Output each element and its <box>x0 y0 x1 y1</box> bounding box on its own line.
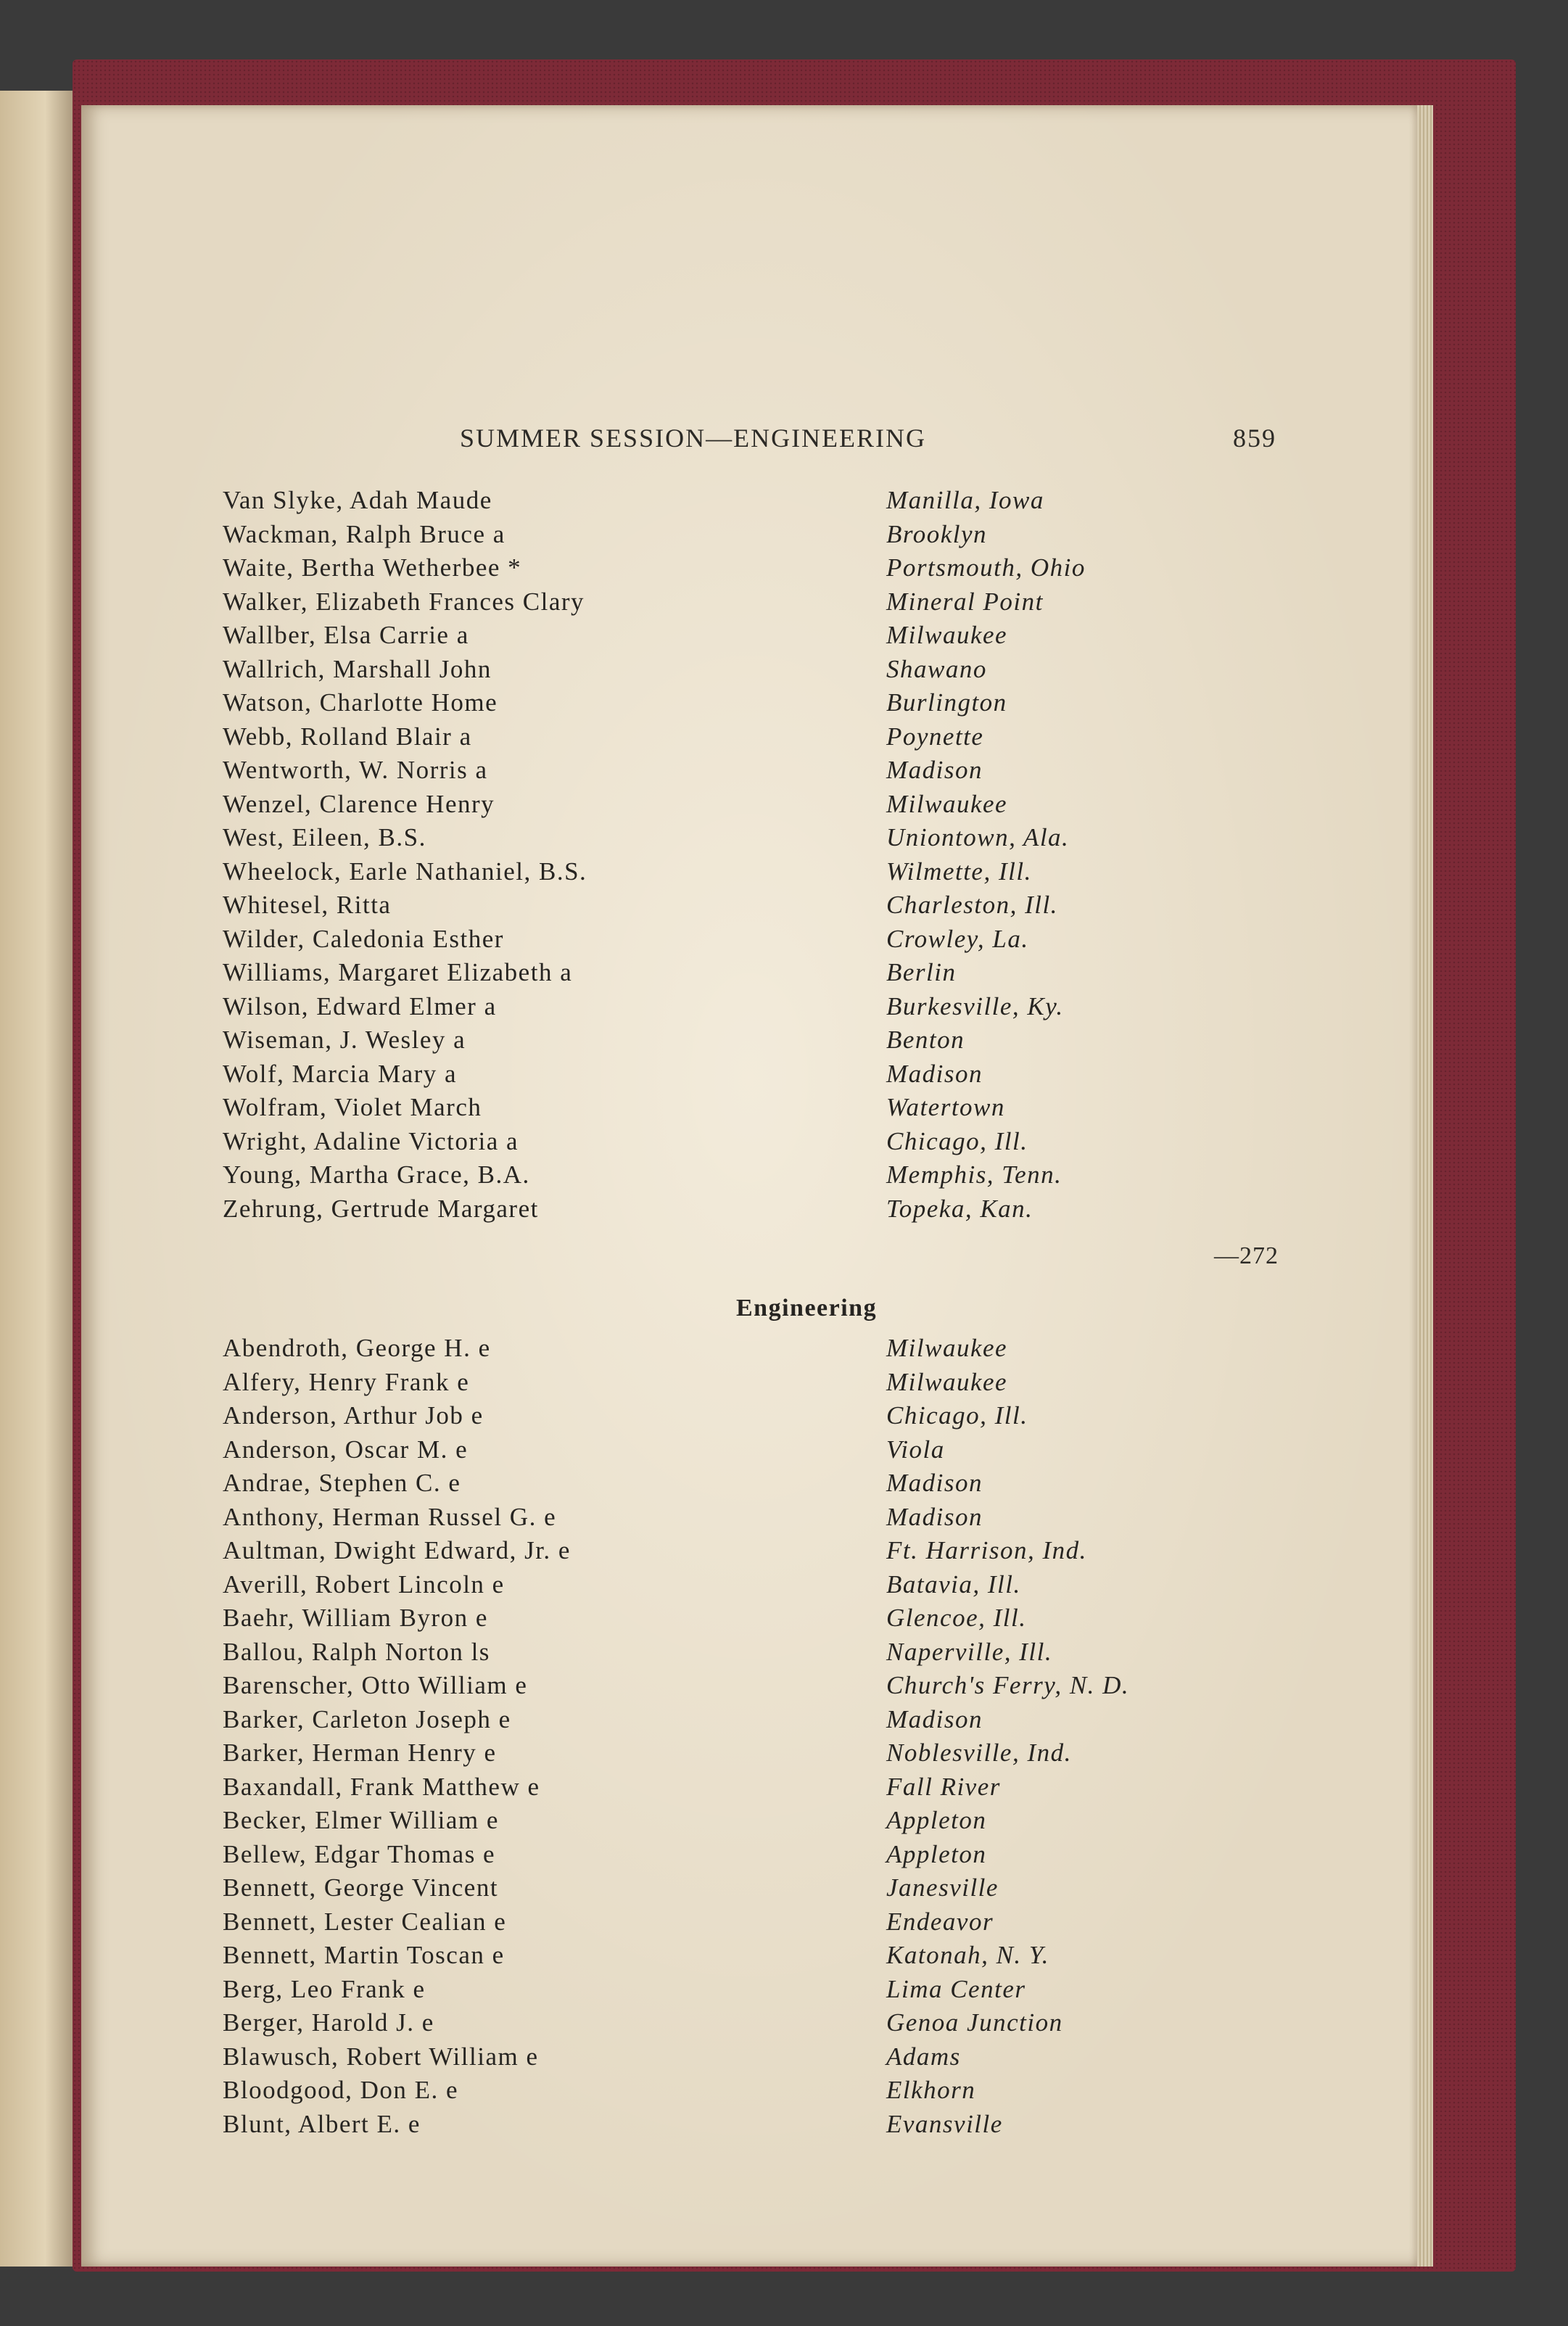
student-name: Blawusch, Robert William e <box>223 2042 539 2071</box>
student-hometown: Madison <box>886 1502 983 1531</box>
student-name: Young, Martha Grace, B.A. <box>223 1160 530 1189</box>
student-hometown: Shawano <box>886 654 987 683</box>
student-hometown: Adams <box>886 2042 961 2071</box>
student-hometown: Fall River <box>886 1772 1001 1801</box>
student-hometown: Madison <box>886 756 983 784</box>
student-hometown: Memphis, Tenn. <box>886 1160 1062 1189</box>
student-hometown: Burlington <box>886 688 1007 717</box>
student-name: Bennett, George Vincent <box>223 1873 499 1902</box>
student-hometown: Uniontown, Ala. <box>886 823 1070 851</box>
student-name: Berg, Leo Frank e <box>223 1974 426 2003</box>
student-hometown: Mineral Point <box>886 587 1044 616</box>
student-name: Webb, Rolland Blair a <box>223 722 472 751</box>
student-hometown: Lima Center <box>886 1974 1026 2003</box>
student-hometown: Portsmouth, Ohio <box>886 553 1086 582</box>
student-name: Alfery, Henry Frank e <box>223 1367 470 1396</box>
student-hometown: Madison <box>886 1469 983 1497</box>
header-title: SUMMER SESSION—ENGINEERING <box>460 424 927 453</box>
section-total: —272 <box>1214 1242 1279 1269</box>
student-name: Wenzel, Clarence Henry <box>223 789 495 818</box>
student-hometown: Topeka, Kan. <box>886 1194 1033 1223</box>
student-name: Wallrich, Marshall John <box>223 654 492 683</box>
student-hometown: Elkhorn <box>886 2076 976 2104</box>
student-name: Wentworth, W. Norris a <box>223 756 488 784</box>
student-name: Bennett, Lester Cealian e <box>223 1907 507 1936</box>
previous-page-edge <box>0 91 75 2267</box>
student-hometown: Burkesville, Ky. <box>886 991 1064 1020</box>
student-name: Bellew, Edgar Thomas e <box>223 1839 496 1868</box>
student-name: Wilson, Edward Elmer a <box>223 991 497 1020</box>
student-name: Waite, Bertha Wetherbee * <box>223 553 522 582</box>
student-hometown: Watertown <box>886 1093 1005 1121</box>
student-hometown: Chicago, Ill. <box>886 1401 1028 1430</box>
student-hometown: Madison <box>886 1059 983 1088</box>
student-hometown: Manilla, Iowa <box>886 486 1044 514</box>
student-name: Aultman, Dwight Edward, Jr. e <box>223 1536 571 1564</box>
student-name: Averill, Robert Lincoln e <box>223 1570 505 1599</box>
student-hometown: Naperville, Ill. <box>886 1637 1053 1666</box>
student-name: Wright, Adaline Victoria a <box>223 1126 519 1155</box>
student-hometown: Crowley, La. <box>886 924 1029 953</box>
page-number: 859 <box>1233 424 1276 453</box>
student-hometown: Endeavor <box>886 1907 994 1936</box>
student-name: Berger, Harold J. e <box>223 2008 434 2037</box>
student-name: Wolfram, Violet March <box>223 1093 482 1121</box>
student-name: Williams, Margaret Elizabeth a <box>223 958 573 986</box>
student-name: Andrae, Stephen C. e <box>223 1469 461 1497</box>
student-hometown: Charleston, Ill. <box>886 891 1058 919</box>
student-hometown: Evansville <box>886 2109 1003 2138</box>
student-name: Van Slyke, Adah Maude <box>223 486 492 514</box>
student-name: Bennett, Martin Toscan e <box>223 1941 505 1969</box>
student-name: Barenscher, Otto William e <box>223 1671 528 1699</box>
student-name: Ballou, Ralph Norton ls <box>223 1637 490 1666</box>
student-name: Bloodgood, Don E. e <box>223 2076 459 2104</box>
book-page <box>81 105 1417 2267</box>
student-name: Blunt, Albert E. e <box>223 2109 421 2138</box>
student-hometown: Viola <box>886 1435 945 1464</box>
student-hometown: Milwaukee <box>886 1334 1008 1362</box>
student-name: Zehrung, Gertrude Margaret <box>223 1194 539 1223</box>
page-fore-edge <box>1417 105 1433 2267</box>
student-hometown: Chicago, Ill. <box>886 1126 1028 1155</box>
student-hometown: Milwaukee <box>886 621 1008 649</box>
student-hometown: Ft. Harrison, Ind. <box>886 1536 1087 1564</box>
student-name: Baehr, William Byron e <box>223 1604 488 1632</box>
student-name: Anthony, Herman Russel G. e <box>223 1502 557 1531</box>
student-name: Abendroth, George H. e <box>223 1334 491 1362</box>
student-name: Whitesel, Ritta <box>223 891 392 919</box>
student-hometown: Milwaukee <box>886 789 1008 818</box>
student-name: Becker, Elmer William e <box>223 1806 499 1834</box>
student-name: Anderson, Arthur Job e <box>223 1401 484 1430</box>
student-name: Wolf, Marcia Mary a <box>223 1059 458 1088</box>
student-name: Wiseman, J. Wesley a <box>223 1026 466 1054</box>
student-hometown: Milwaukee <box>886 1367 1008 1396</box>
student-hometown: Appleton <box>886 1839 987 1868</box>
student-name: Wallber, Elsa Carrie a <box>223 621 469 649</box>
student-hometown: Wilmette, Ill. <box>886 857 1032 886</box>
student-hometown: Berlin <box>886 958 957 986</box>
student-hometown: Genoa Junction <box>886 2008 1063 2037</box>
student-name: Wackman, Ralph Bruce a <box>223 519 506 548</box>
student-name: Wilder, Caledonia Esther <box>223 924 504 953</box>
student-name: Anderson, Oscar M. e <box>223 1435 469 1464</box>
student-name: Barker, Carleton Joseph e <box>223 1704 511 1733</box>
student-hometown: Janesville <box>886 1873 999 1902</box>
student-name: Walker, Elizabeth Frances Clary <box>223 587 585 616</box>
student-hometown: Church's Ferry, N. D. <box>886 1671 1130 1699</box>
student-hometown: Madison <box>886 1704 983 1733</box>
student-hometown: Noblesville, Ind. <box>886 1739 1072 1767</box>
student-hometown: Glencoe, Ill. <box>886 1604 1027 1632</box>
student-name: Barker, Herman Henry e <box>223 1739 497 1767</box>
student-hometown: Katonah, N. Y. <box>886 1941 1049 1969</box>
student-name: West, Eileen, B.S. <box>223 823 426 851</box>
student-hometown: Benton <box>886 1026 965 1054</box>
student-name: Baxandall, Frank Matthew e <box>223 1772 540 1801</box>
student-name: Watson, Charlotte Home <box>223 688 498 717</box>
student-hometown: Batavia, Ill. <box>886 1570 1021 1599</box>
student-name: Wheelock, Earle Nathaniel, B.S. <box>223 857 587 886</box>
student-hometown: Brooklyn <box>886 519 987 548</box>
section-heading-engineering: Engineering <box>736 1295 878 1321</box>
student-hometown: Appleton <box>886 1806 987 1834</box>
student-hometown: Poynette <box>886 722 984 751</box>
